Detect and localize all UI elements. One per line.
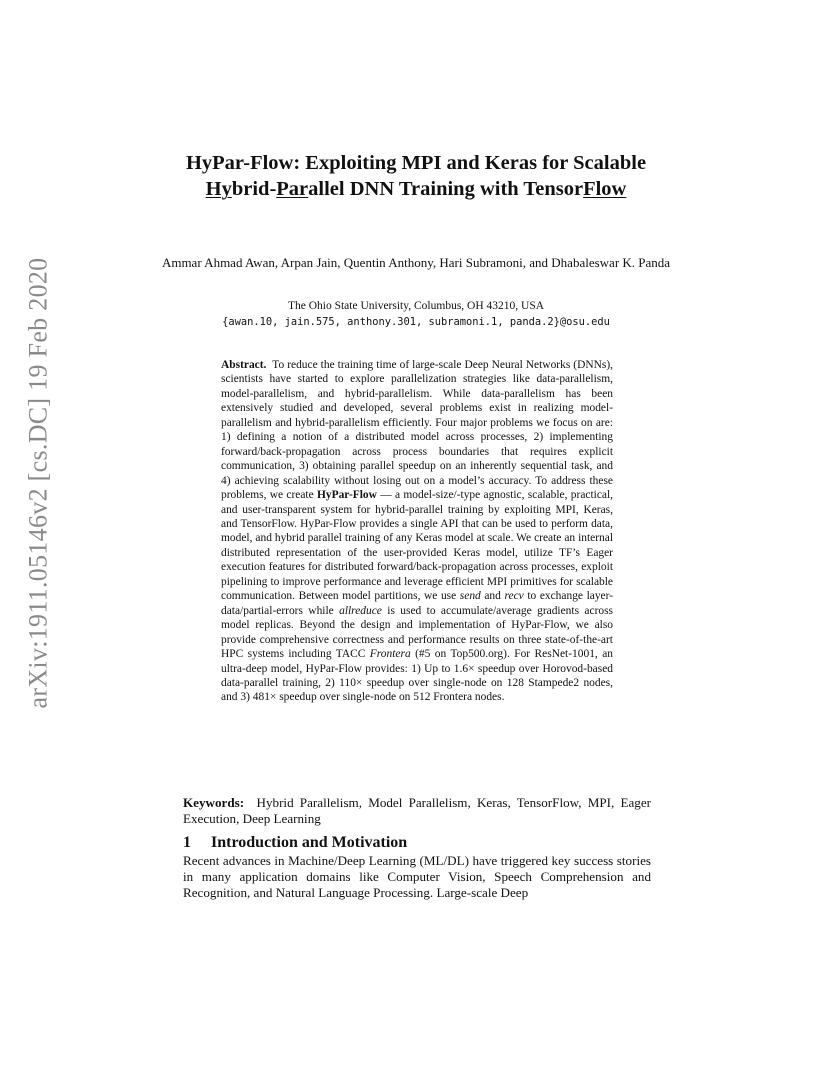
title-part-1: HyPar-Flow: Exploiting MPI and Keras for Scalable	[185, 152, 647, 174]
abstract-text-1: To reduce the training time of large-scale Deep Neural Networks (DNNs), scientists have started to explore parallelization strategies like data-parallelism, model-parallelism, and hybrid-parallelism. While data-parallelism has been extensively studied and developed, several problems exist in realizing model-parallelism and hybrid-parallelism efficiently. Four major problems we focus on are: 1) defining a notion of a distributed model across processes, 2) implementing forward/back-propagation across process boundaries that requires explicit communication, 3) obtaining parallel speedup on an inherently sequential task, and 4) achieving scalability without losing out on a model’s accuracy. To address these problems, we create	[221, 359, 613, 502]
keywords-label: Keywords:	[183, 795, 245, 810]
keywords-text: Hybrid Parallelism, Model Parallelism, Keras, TensorFlow, MPI, Eager Execution, Deep Learning	[183, 795, 652, 827]
abstract-text-2: — a model-size/-type agnostic, scalable, practical, and user-transparent system for hybrid-parallel training by exploiting MPI, Keras, and TensorFlow. HyPar-Flow provides a single API that can be used to perform data, model, and hybrid parallel training of any Keras model at scale. We create an internal distributed representation of the user-provided Keras model, utilize TF’s Eager execution features for distributed forward/back-propagation across processes, exploit pipelining to improve performance and leverage efficient MPI primitives for scalable communication. Between model partitions, we use	[221, 489, 614, 603]
arxiv-identifier: arXiv:1911.05146v2 [cs.DC] 19 Feb 2020	[23, 257, 53, 709]
affiliation: The Ohio State University, Columbus, OH 43210, USA	[287, 300, 545, 312]
abstract-em-frontera: Frontera	[369, 648, 411, 661]
introduction-paragraph: Recent advances in Machine/Deep Learning (ML/DL) have triggered key success stories in many application domains like Computer Vision, Speech Comprehension and Recognition, and Natural Language Processing. Large-scale Deep	[183, 853, 651, 901]
arxiv-sidebar-stamp	[22, 257, 54, 709]
abstract-text-5: is used to accumulate/average gradients across model replicas. Beyond the design and implementation of HyPar-Flow, we also provide comprehensive correctness and performance results on three state-of-the-art HPC systems including TACC	[221, 604, 613, 661]
title-flow-underlined: Flow	[583, 178, 627, 200]
keywords	[183, 795, 651, 827]
abstract	[221, 358, 613, 705]
section-number: 1	[183, 834, 191, 851]
author-emails: {awan.10, jain.575, anthony.301, subramoni.1, panda.2}@osu.edu	[222, 316, 610, 328]
author-list: Ammar Ahmad Awan, Arpan Jain, Quentin Anthony, Hari Subramoni, and Dhabaleswar K. Panda	[161, 255, 671, 270]
title-hy-underlined: Hy	[205, 178, 232, 200]
abstract-label: Abstract.	[221, 359, 267, 371]
title-part-2: brid-	[231, 178, 277, 200]
title-par-underlined: Par	[276, 178, 309, 200]
abstract-em-send: send	[459, 590, 481, 603]
section-heading	[183, 833, 651, 853]
abstract-text-6: (#5 on Top500.org). For ResNet-1001, an ultra-deep model, HyPar-Flow provides: 1) Up to 1.6× speedup over Horovod-based data-parallel training, 2) 110× speedup over single-node on 128 Stampede2 nodes, and 3) 481× speedup over single-node on 512 Frontera nodes.	[221, 648, 613, 704]
affiliation-block	[160, 298, 672, 330]
abstract-system-name: HyPar-Flow	[316, 489, 377, 502]
paper-title	[160, 150, 672, 202]
title-part-3: allel DNN Training with Tensor	[308, 178, 584, 200]
section-title: Introduction and Motivation	[211, 834, 408, 851]
abstract-em-recv: recv	[504, 590, 524, 603]
abstract-text-4: to exchange layer-data/partial-errors while	[221, 590, 614, 617]
abstract-text-3: and	[484, 590, 501, 603]
abstract-em-allreduce: allreduce	[339, 604, 382, 617]
